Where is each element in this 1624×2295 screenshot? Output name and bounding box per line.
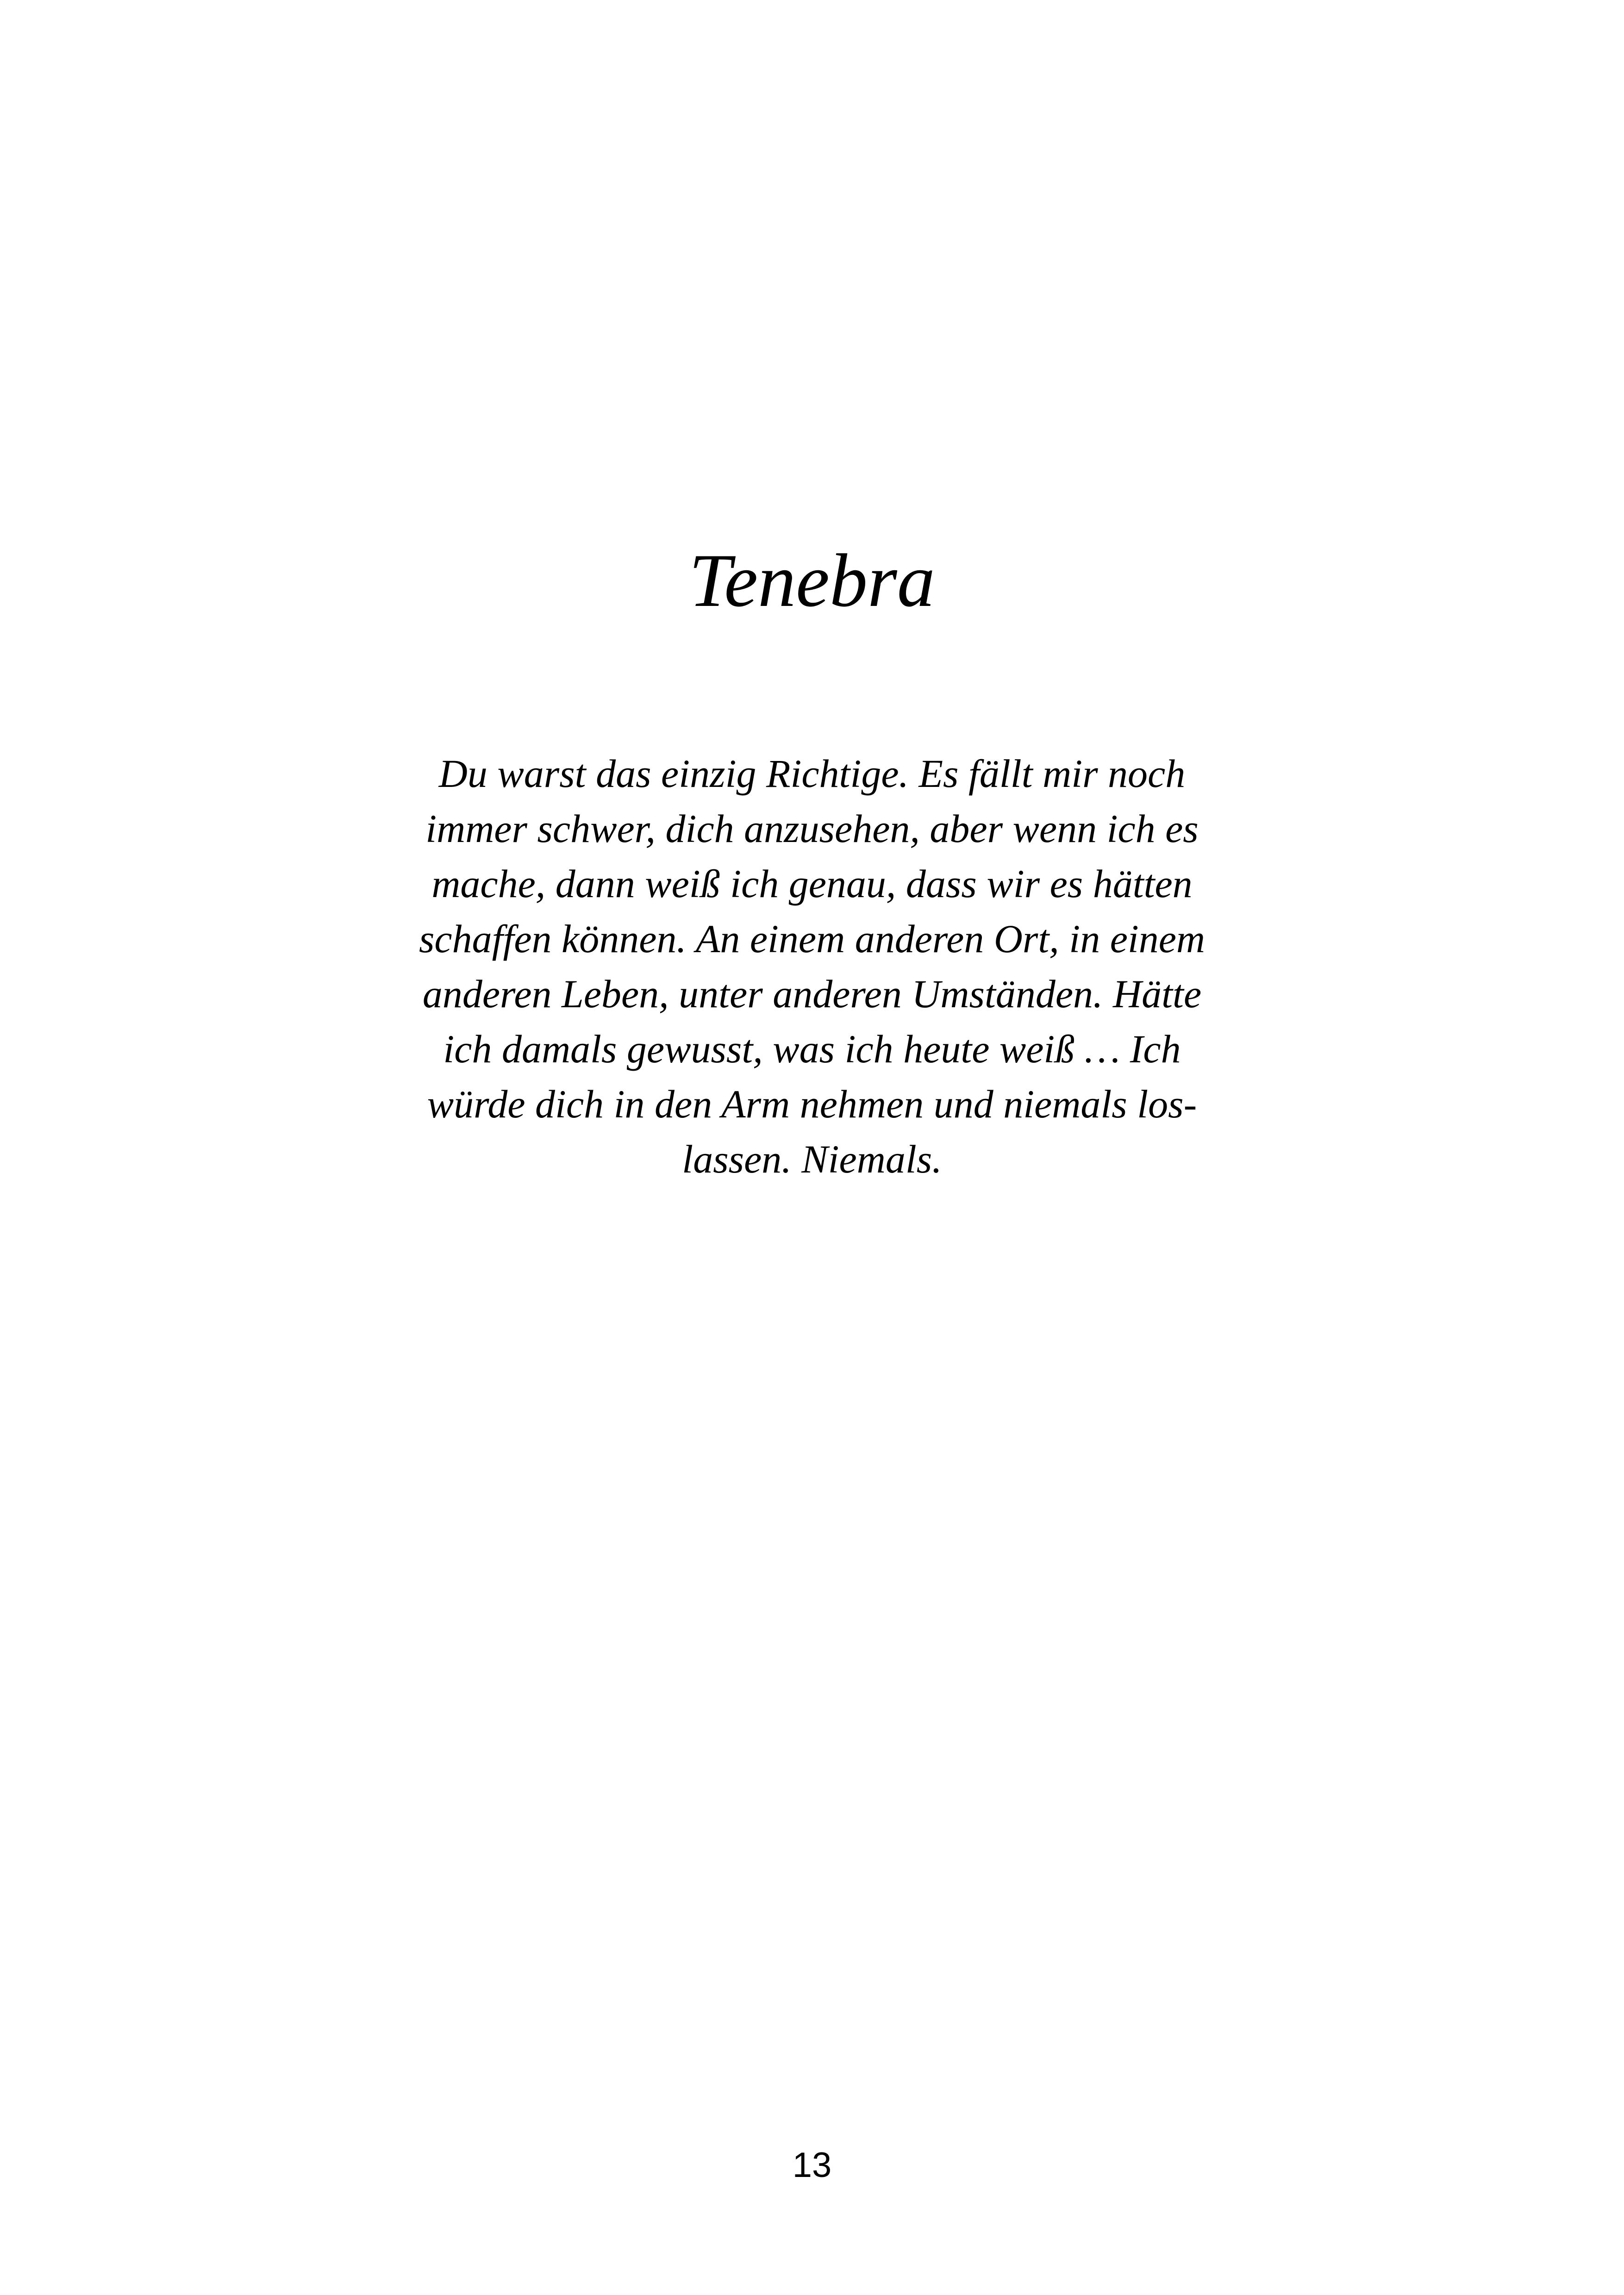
body-line: Du warst das einzig Richtige. Es fällt mir noch [438,751,1186,796]
body-line: mache, dann weiß ich genau, dass wir es hätten [431,861,1193,906]
chapter-title: Tenebra [689,539,935,623]
body-text [0,746,1624,1187]
body-line: würde dich in den Arm nehmen und niemals los- [427,1082,1197,1126]
body-line: ich damals gewusst, was ich heute weiß … Ich [443,1027,1181,1071]
page-number: 13 [792,2145,832,2185]
body-line: schaffen können. An einem anderen Ort, in einem [418,917,1206,961]
body-line: lassen. Niemals. [682,1137,942,1181]
body-line: immer schwer, dich anzusehen, aber wenn ich es [425,806,1199,851]
body-line: anderen Leben, unter anderen Umständen. Hätte [422,972,1202,1016]
